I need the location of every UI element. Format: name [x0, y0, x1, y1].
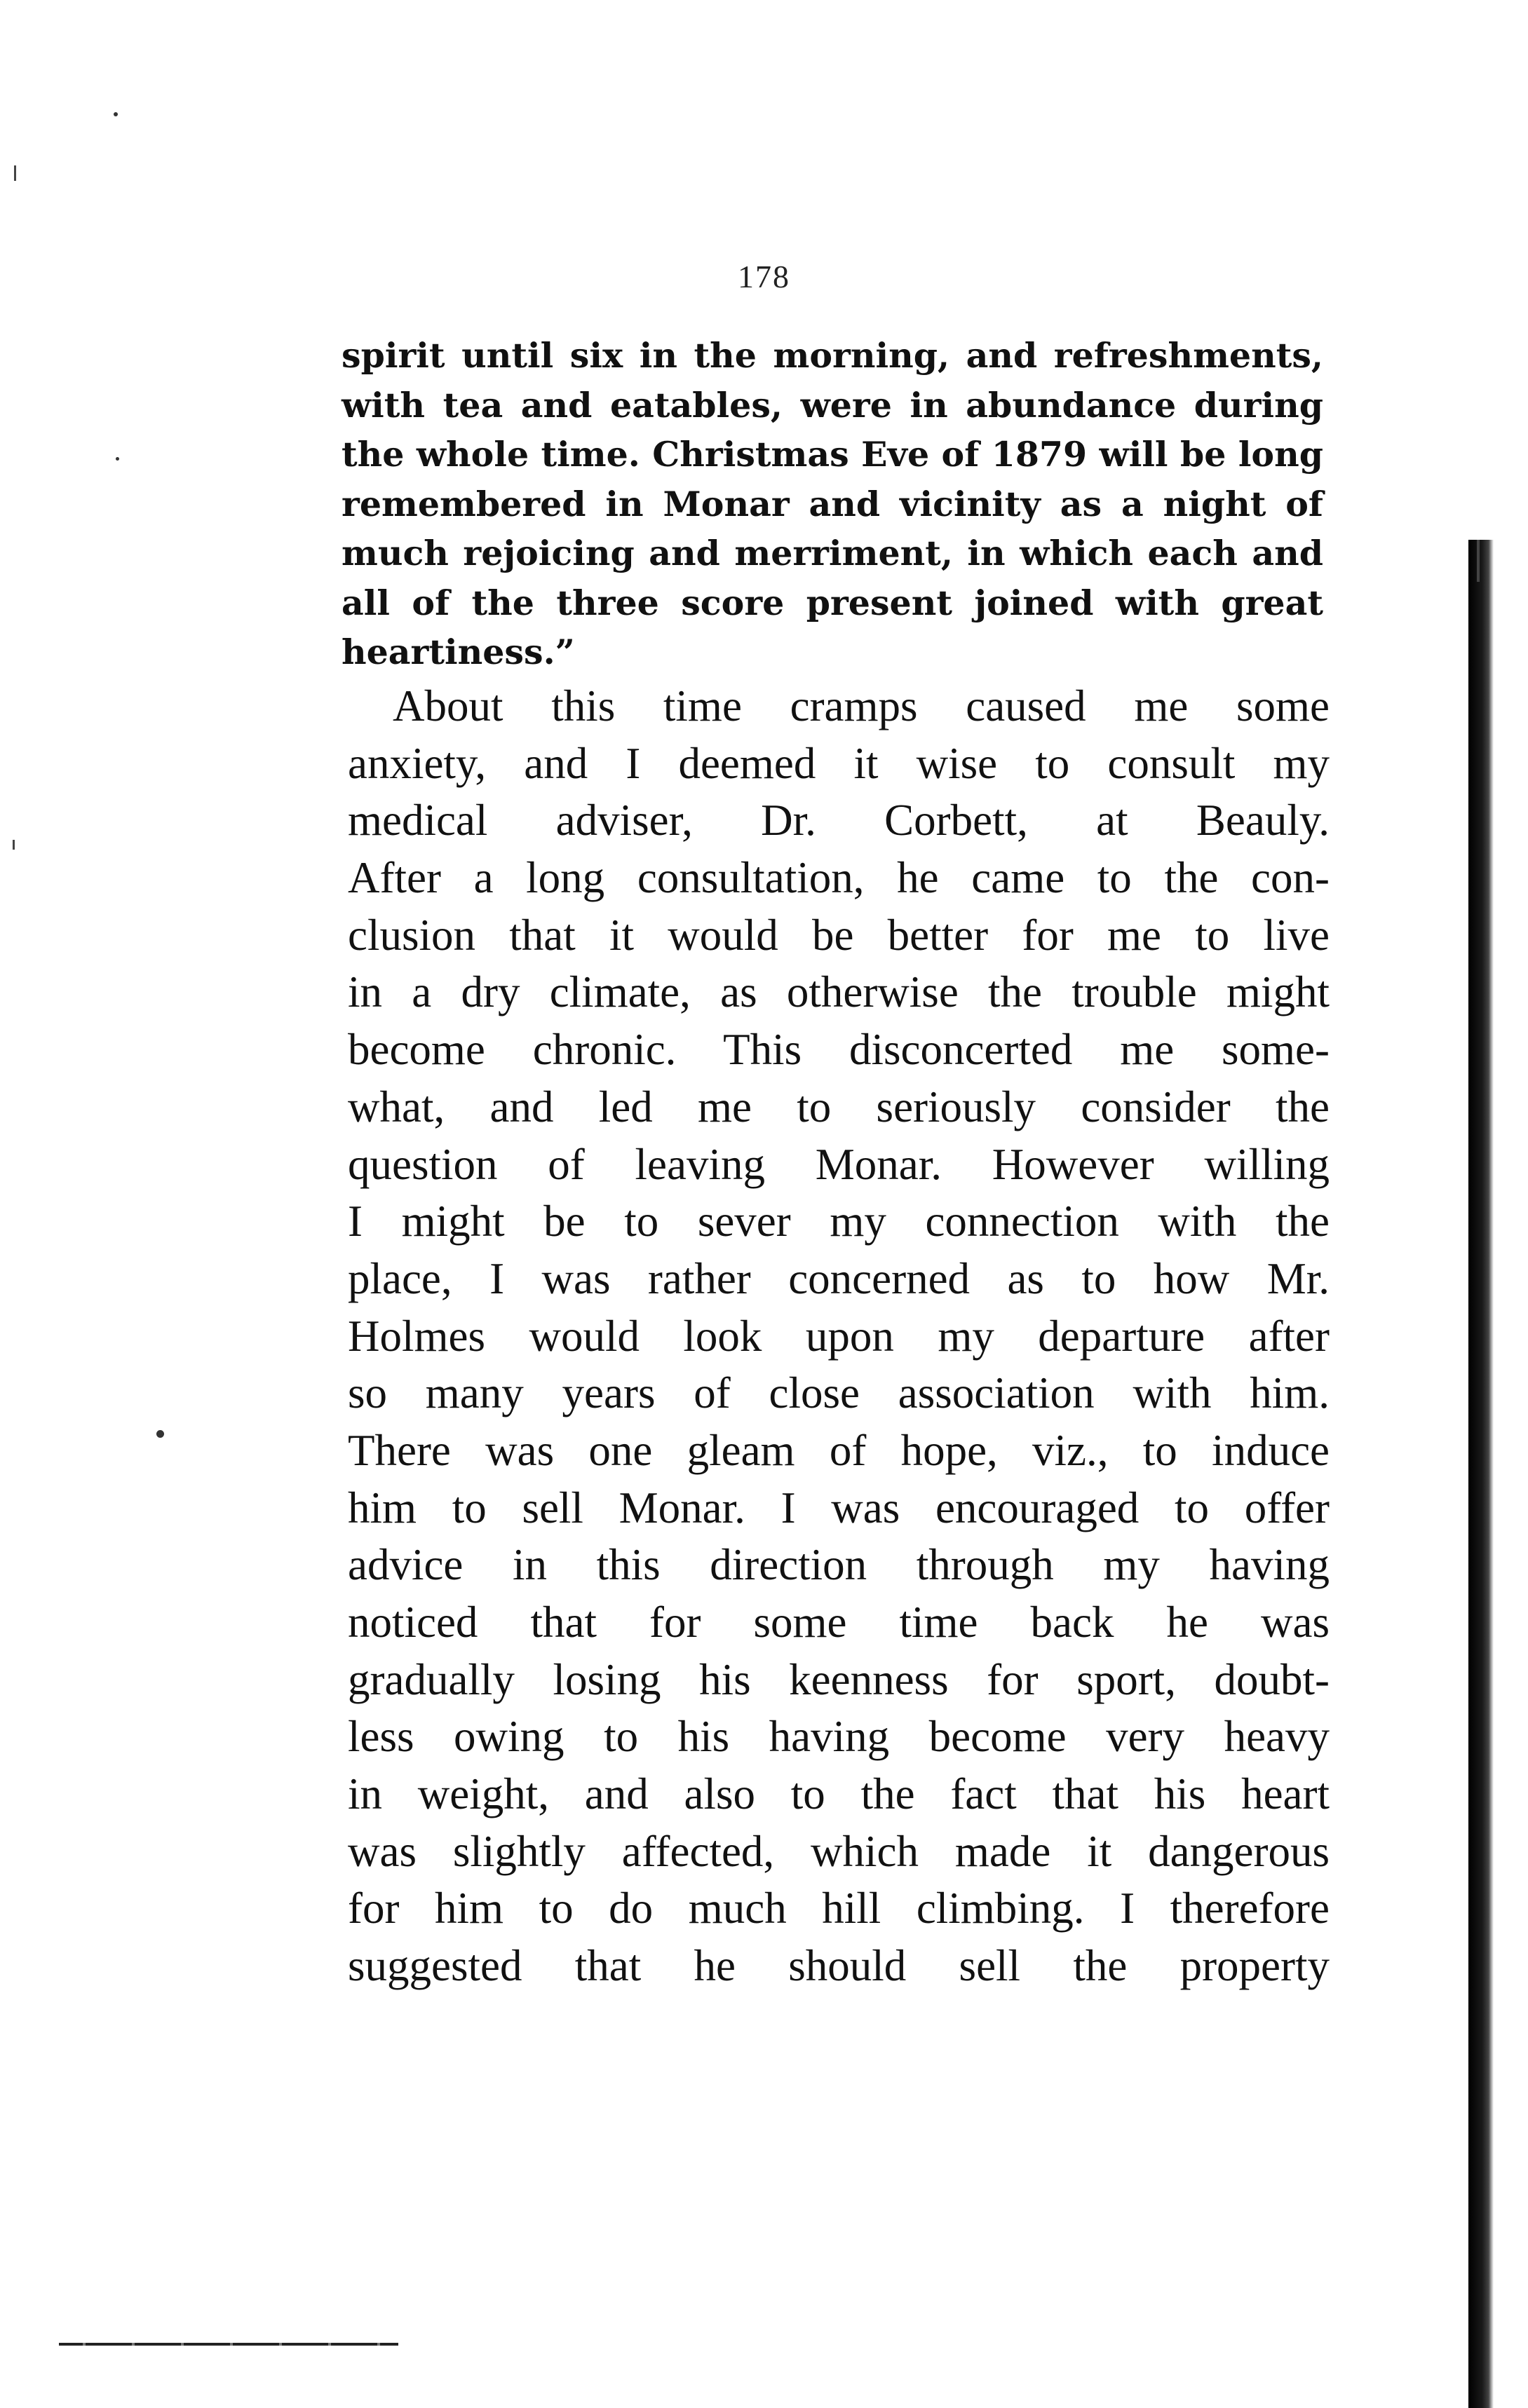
body-paragraph — [348, 678, 1330, 1995]
paragraph-line: There was one gleam of hope, viz., to induce — [348, 1425, 1330, 1475]
paragraph-line: for him to do much hill climbing. I therefore — [348, 1884, 1330, 1933]
paragraph-line: About this time cramps caused me some — [393, 681, 1330, 730]
paragraph-line: so many years of close association with him. — [348, 1368, 1330, 1418]
quote-line: much rejoicing and merriment, in which each and — [342, 533, 1323, 573]
quote-line: the whole time. Christmas Eve of 1879 will be long — [342, 434, 1323, 475]
quote-line: spirit until six in the morning, and refreshments, — [342, 335, 1323, 376]
paragraph-line: what, and led me to seriously consider the — [348, 1082, 1330, 1131]
quote-line: heartiness.” — [342, 632, 575, 672]
paragraph-line: medical adviser, Dr. Corbett, at Beauly. — [348, 796, 1330, 845]
paragraph-line: noticed that for some time back he was — [348, 1598, 1330, 1647]
scan-speck — [114, 112, 118, 116]
paragraph-line: question of leaving Monar. However willing — [348, 1139, 1330, 1189]
paragraph-line: After a long consultation, he came to the con- — [348, 853, 1330, 903]
paragraph-line: in weight, and also to the fact that his heart — [348, 1769, 1330, 1819]
quote-line: remembered in Monar and vicinity as a night of — [342, 483, 1323, 524]
paragraph-line: gradually losing his keenness for sport, doubt- — [348, 1654, 1330, 1704]
paragraph-line: place, I was rather concerned as to how Mr. — [348, 1253, 1330, 1303]
quoted-passage — [342, 331, 1323, 677]
paragraph-line: become chronic. This disconcerted me some- — [348, 1025, 1330, 1075]
paragraph-line: advice in this direction through my having — [348, 1540, 1330, 1590]
paragraph-line: Holmes would look upon my departure after — [348, 1311, 1330, 1361]
paragraph-line: anxiety, and I deemed it wise to consult my — [348, 738, 1330, 788]
scan-speck — [116, 457, 119, 461]
paragraph-line: him to sell Monar. I was encouraged to offer — [348, 1483, 1330, 1532]
footer-rule — [59, 2343, 398, 2346]
paragraph-line: clusion that it would be better for me to live — [348, 910, 1330, 960]
paragraph-line: in a dry climate, as otherwise the trouble might — [348, 967, 1330, 1017]
quote-line: with tea and eatables, were in abundance during — [342, 384, 1323, 426]
page-edge-line — [1477, 540, 1480, 582]
scan-mark — [14, 165, 16, 181]
paragraph-line: less owing to his having become very heavy — [348, 1712, 1330, 1762]
quote-line: all of the three score present joined with great — [342, 582, 1323, 623]
page-number: 178 — [738, 259, 790, 294]
paragraph-line: suggested that he should sell the property — [348, 1941, 1330, 1991]
scan-mark — [13, 840, 15, 850]
page-edge-shadow — [1468, 540, 1494, 2408]
paragraph-line: was slightly affected, which made it dangerous — [348, 1826, 1330, 1876]
paragraph-line: I might be to sever my connection with the — [348, 1197, 1330, 1246]
scan-speck — [156, 1430, 164, 1438]
